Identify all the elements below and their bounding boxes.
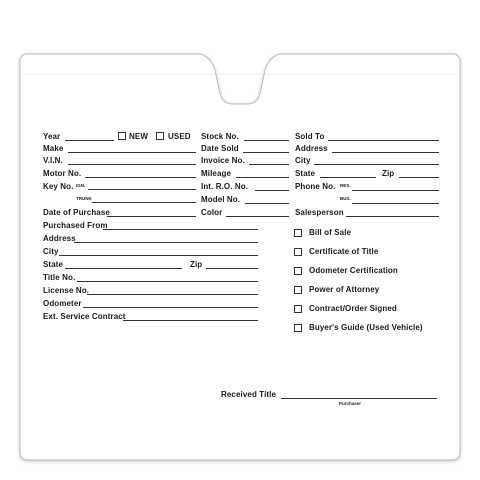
city-label-top: City: [295, 156, 311, 165]
power-of-attorney-label: Power of Attorney: [309, 285, 380, 294]
motor-no-label: Motor No.: [43, 169, 82, 178]
date-of-purchase-field[interactable]: [107, 216, 196, 217]
model-no-field[interactable]: [245, 203, 289, 204]
buyers-guide-checkbox[interactable]: [294, 324, 302, 332]
purchaser-label: Purchaser: [339, 401, 362, 406]
make-label: Make: [43, 144, 64, 153]
year-field[interactable]: [65, 140, 114, 141]
int-ro-no-field[interactable]: [255, 190, 289, 191]
model-no-label: Model No.: [201, 195, 241, 204]
salesperson-label: Salesperson: [295, 208, 344, 217]
mileage-field[interactable]: [236, 177, 289, 178]
odometer-field[interactable]: [83, 307, 258, 308]
new-label: NEW: [129, 132, 148, 141]
date-of-purchase-label: Date of Purchase: [43, 208, 110, 217]
date-sold-field[interactable]: [243, 152, 289, 153]
zip-field[interactable]: [206, 268, 258, 269]
salesperson-field[interactable]: [346, 216, 439, 217]
bus-label: BUS.: [340, 196, 351, 201]
key-no-label: Key No.: [43, 182, 74, 191]
purchased-from-label: Purchased From: [43, 221, 108, 230]
used-checkbox[interactable]: [156, 132, 164, 140]
color-label: Color: [201, 208, 223, 217]
purchased-from-field[interactable]: [103, 229, 258, 230]
address-field-top[interactable]: [332, 152, 439, 153]
invoice-no-label: Invoice No.: [201, 156, 245, 165]
title-no-field[interactable]: [77, 281, 258, 282]
bill-of-sale-label: Bill of Sale: [309, 228, 352, 237]
key-ign-field[interactable]: [88, 189, 196, 190]
odometer-certification-label: Odometer Certification: [309, 266, 398, 275]
key-trunk-field[interactable]: [92, 202, 196, 203]
date-sold-label: Date Sold: [201, 144, 239, 153]
city-label: City: [43, 247, 59, 256]
certificate-of-title-label: Certificate of Title: [309, 247, 379, 256]
mileage-label: Mileage: [201, 169, 232, 178]
ign-label: IGN.: [76, 183, 86, 188]
phone-no-label: Phone No.: [295, 182, 336, 191]
ext-service-contract-label: Ext. Service Contract: [43, 312, 126, 321]
vin-field[interactable]: [68, 164, 196, 165]
used-label: USED: [168, 132, 191, 141]
certificate-of-title-checkbox[interactable]: [294, 248, 302, 256]
int-ro-no-label: Int. R.O. No.: [201, 182, 249, 191]
odometer-certification-checkbox[interactable]: [294, 267, 302, 275]
state-label: State: [43, 260, 64, 269]
state-field-top[interactable]: [320, 177, 376, 178]
phone-bus-field[interactable]: [352, 203, 439, 204]
title-no-label: Title No.: [43, 273, 76, 282]
contract-order-signed-checkbox[interactable]: [294, 305, 302, 313]
stock-no-label: Stock No.: [201, 132, 239, 141]
sold-to-label: Sold To: [295, 132, 325, 141]
trunk-label: TRUNK: [76, 196, 92, 201]
license-no-label: License No.: [43, 286, 90, 295]
power-of-attorney-checkbox[interactable]: [294, 286, 302, 294]
sold-to-field[interactable]: [328, 140, 439, 141]
received-title-signature-field[interactable]: [281, 398, 437, 399]
vin-label: V.I.N.: [43, 156, 63, 165]
license-no-field[interactable]: [87, 294, 258, 295]
city-field-top[interactable]: [314, 164, 439, 165]
state-field[interactable]: [65, 268, 182, 269]
ext-service-contract-field[interactable]: [123, 320, 258, 321]
contract-order-signed-label: Contract/Order Signed: [309, 304, 397, 313]
motor-no-field[interactable]: [85, 177, 196, 178]
bill-of-sale-checkbox[interactable]: [294, 229, 302, 237]
address-label-top: Address: [295, 144, 328, 153]
buyers-guide-label: Buyer's Guide (Used Vehicle): [309, 323, 423, 332]
address-label: Address: [43, 234, 76, 243]
invoice-no-field[interactable]: [249, 164, 289, 165]
odometer-label: Odometer: [43, 299, 82, 308]
zip-label-top: Zip: [382, 169, 395, 178]
received-title-label: Received Title: [221, 390, 277, 399]
stock-no-field[interactable]: [244, 140, 289, 141]
zip-field-top[interactable]: [399, 177, 439, 178]
address-field[interactable]: [74, 242, 258, 243]
city-field[interactable]: [59, 255, 258, 256]
make-field[interactable]: [68, 152, 196, 153]
year-label: Year: [43, 132, 61, 141]
zip-label: Zip: [190, 260, 203, 269]
new-checkbox[interactable]: [118, 132, 126, 140]
color-field[interactable]: [226, 216, 289, 217]
state-label-top: State: [295, 169, 316, 178]
phone-res-field[interactable]: [352, 190, 439, 191]
res-label: RES.: [340, 183, 351, 188]
